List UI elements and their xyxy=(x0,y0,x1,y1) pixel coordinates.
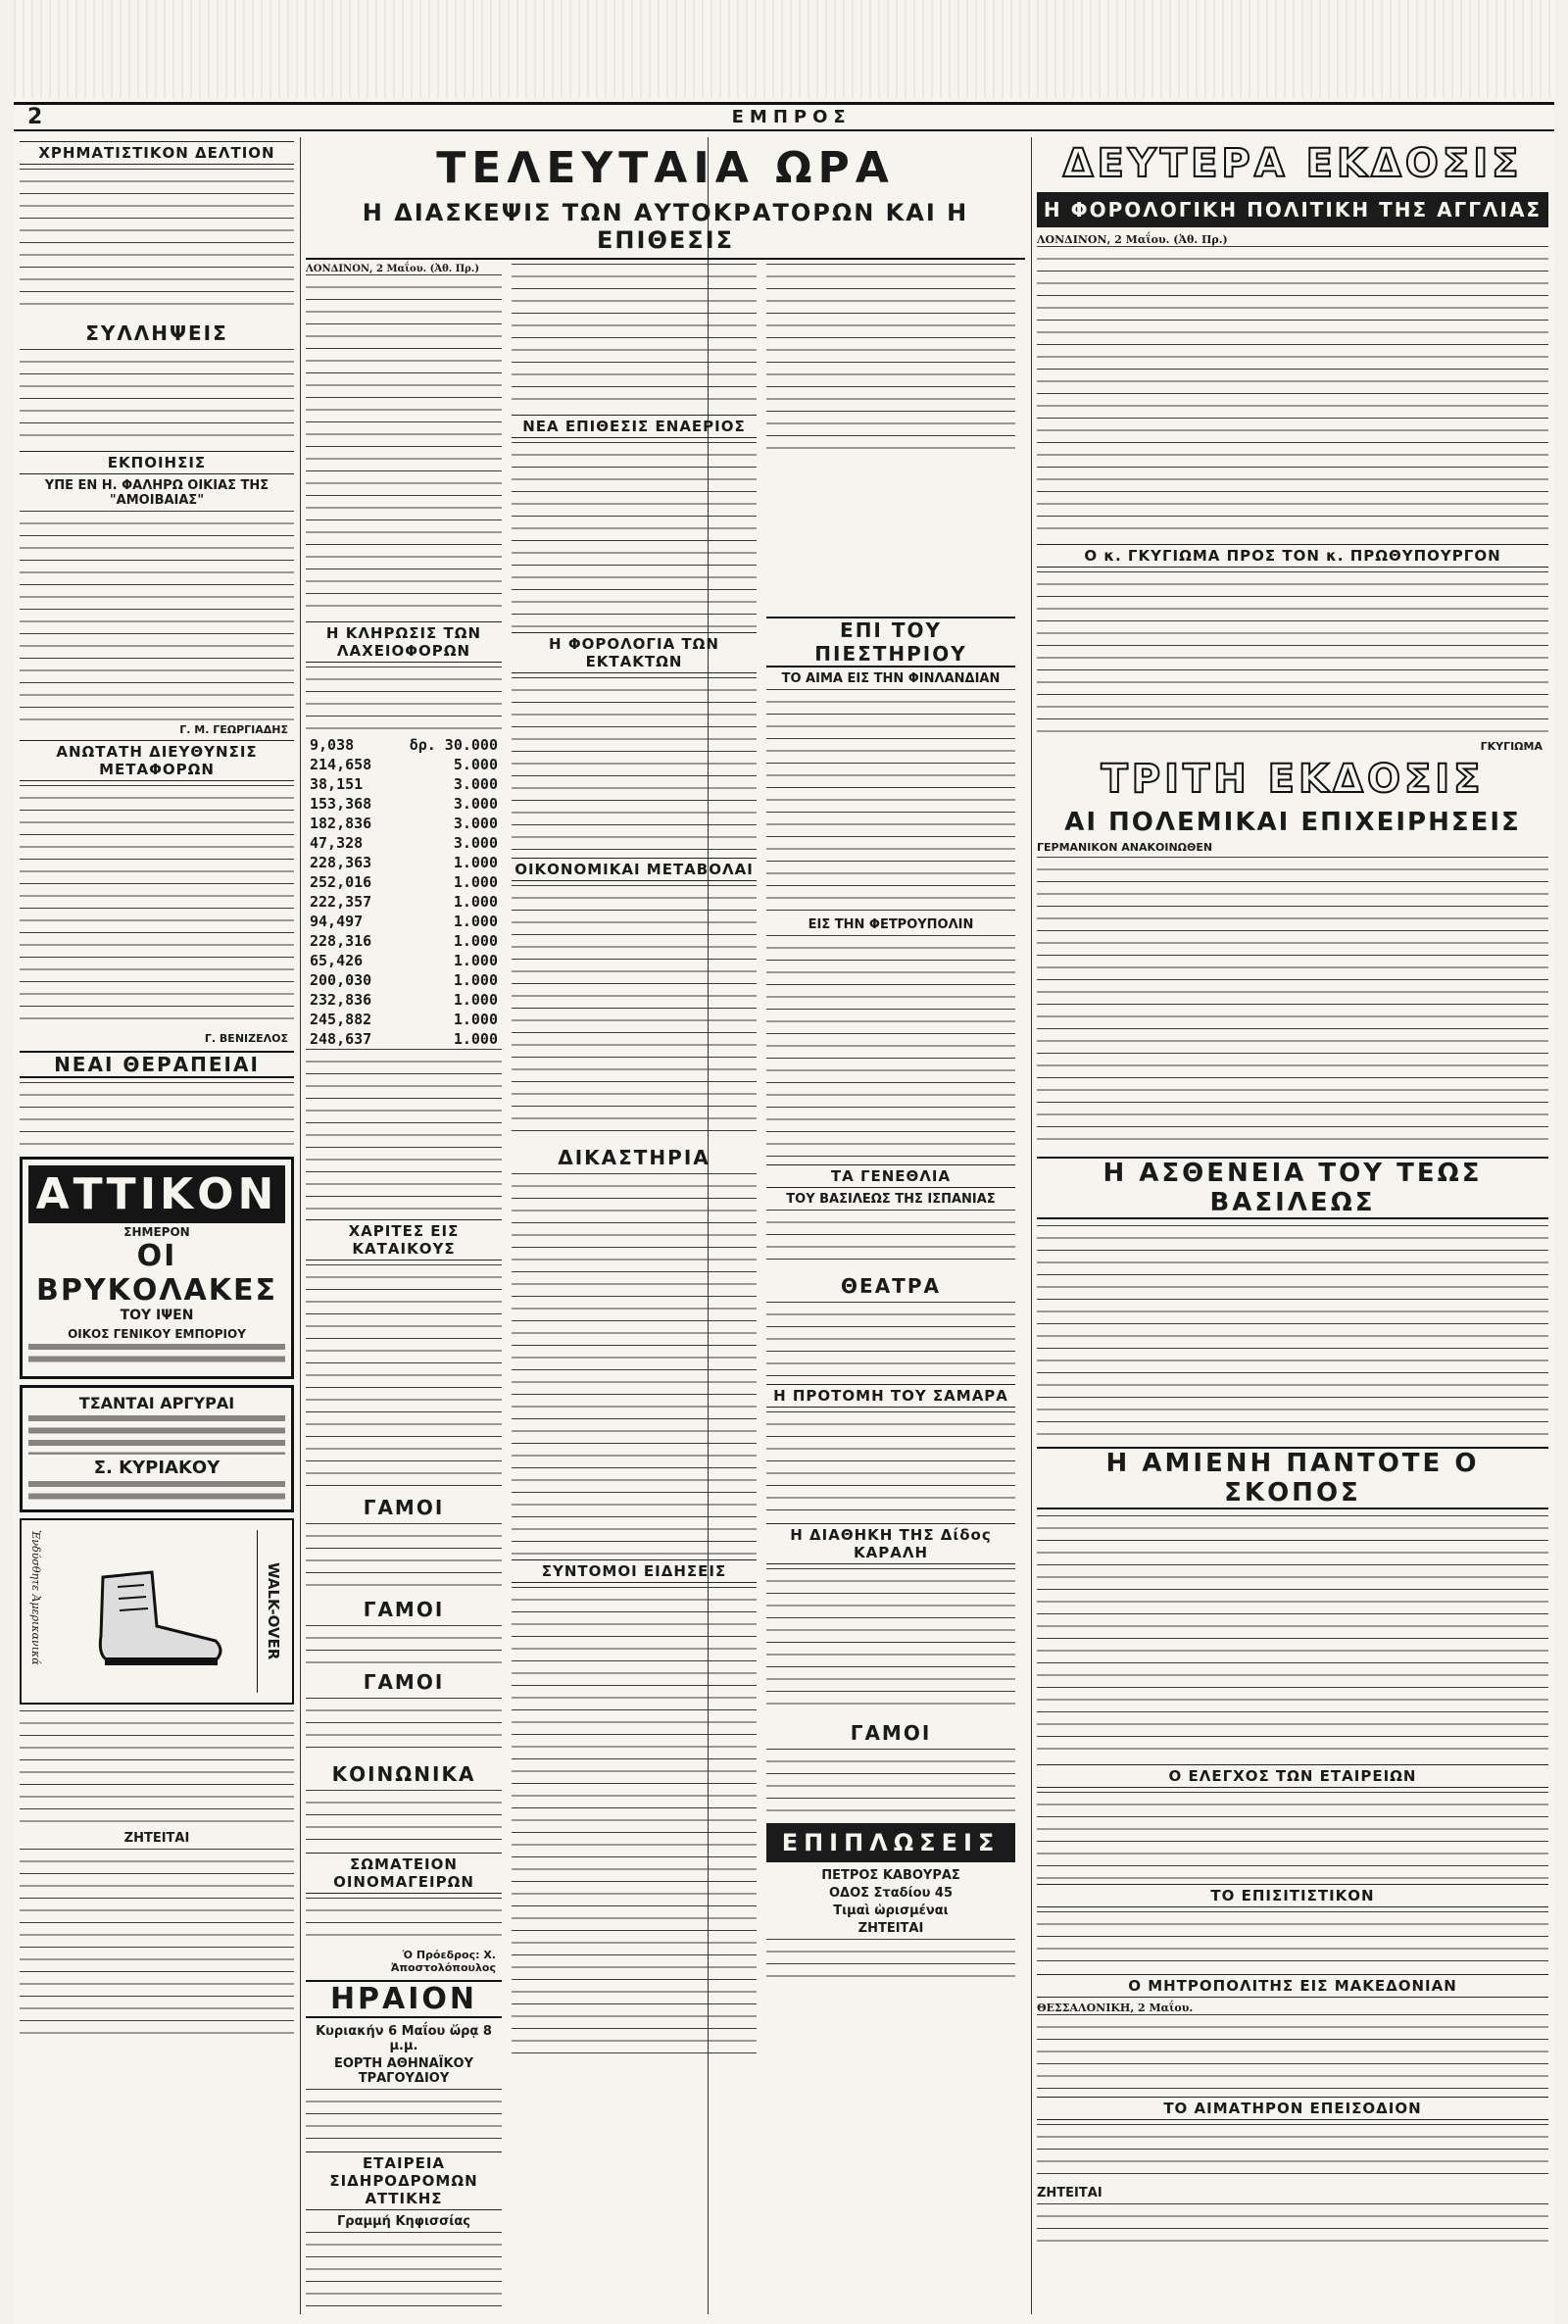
prisoner-title: Ο ΕΛΕΓΧΟΣ ΤΩΝ ΕΤΑΙΡΕΙΩΝ xyxy=(1037,1764,1548,1788)
lottery-number: 9,038 xyxy=(310,736,355,754)
lottery-number: 38,151 xyxy=(310,775,364,793)
ad-filler xyxy=(28,1415,285,1455)
supply-text xyxy=(1037,1911,1548,1970)
page-number: 2 xyxy=(27,105,43,129)
piraeus-text xyxy=(766,689,1015,915)
silver-title: ΤΣΑΝΤΑΙ ΑΡΓΥΡΑΙ xyxy=(78,1394,235,1412)
birthday-sub: ΤΟΥ ΒΑΣΙΛΕΩΣ ΤΗΣ ΙΣΠΑΝΙΑΣ xyxy=(786,1192,996,1207)
lottery-row xyxy=(306,951,502,970)
econ-title: ΟΙΚΟΝΟΜΙΚΑΙ ΜΕΤΑΒΟΛΑΙ xyxy=(512,858,757,881)
lottery-prize: 1.000 xyxy=(453,1030,498,1048)
lottery-number: 200,030 xyxy=(310,971,372,989)
lottery-number: 228,363 xyxy=(310,854,372,871)
social-text xyxy=(306,1790,502,1849)
rally-signature: Γ. Μ. ΓΕΩΡΓΙΑΔΗΣ xyxy=(179,723,288,736)
cinema-name: ΑΤΤΙΚΟΝ xyxy=(28,1165,285,1223)
col4-dateline: ΛΟΝΔΙΝΟΝ, 2 Μαΐου. (Ἀθ. Πρ.) xyxy=(1037,233,1228,246)
bottom-ads-text xyxy=(20,1849,294,2045)
lottery-prize: 1.000 xyxy=(453,1011,498,1028)
lottery-row xyxy=(306,814,502,833)
weddings-text xyxy=(306,1523,502,1592)
lottery-row xyxy=(306,931,502,951)
new-attacks-title: ΝΕΑ ΕΠΙΘΕΣΙΣ ΕΝΑΕΡΙΟΣ xyxy=(512,415,757,438)
lottery-row xyxy=(306,990,502,1010)
wanted-right-text xyxy=(1037,2203,1548,2243)
lottery-prize: 1.000 xyxy=(453,991,498,1009)
piraeus-sub: ΤΟ ΑΙΜΑ ΕΙΣ ΤΗΝ ΦΙΝΛΑΝΔΙΑΝ xyxy=(781,671,1001,686)
supply-title: ΤΟ ΕΠΙΣΙΤΙΣΤΙΚΟΝ xyxy=(1037,1884,1548,1907)
transport-text xyxy=(20,785,294,1030)
weddings-text-3 xyxy=(306,1698,502,1756)
third-edition-title: ΤΡΙΤΗ ΕΚΔΟΣΙΣ xyxy=(1101,757,1485,802)
shoe-brand: WALK-OVER xyxy=(257,1530,282,1693)
lottery-row xyxy=(306,970,502,990)
prisoner-text xyxy=(1037,1792,1548,1880)
lottery-prize: 3.000 xyxy=(453,815,498,832)
column-rule xyxy=(1031,137,1032,2314)
tax-policy-text xyxy=(1037,246,1548,540)
center-columns xyxy=(306,264,1025,2314)
dateline: ΛΟΝΔΙΝΟΝ, 2 Μαΐου. (Ἀθ. Πρ.) xyxy=(306,264,480,274)
tax-title: Η ΦΟΡΟΛΟΓΙΑ ΤΩΝ ΕΚΤΑΚΤΩΝ xyxy=(512,632,757,673)
lottery-row xyxy=(306,1010,502,1029)
lottery-title: Η ΚΛΗΡΩΣΙΣ ΤΩΝ ΛΑΧΕΙΟΦΟΡΩΝ xyxy=(306,621,502,663)
cinema2-title: Σ. ΚΥΡΙΑΚΟΥ xyxy=(93,1458,220,1478)
rally-subtitle: ΥΠΕ ΕΝ Η. ΦΑΛΗΡΩ ΟΙΚΙΑΣ ΤΗΣ "ΑΜΟΙΒΑΙΑΣ" xyxy=(44,478,270,508)
shoe-icon xyxy=(83,1538,230,1685)
paper-name: ΕΜΠΡΟΣ xyxy=(731,107,852,127)
lottery-prize: 3.000 xyxy=(453,834,498,852)
sub-column-c xyxy=(766,264,1015,2314)
lottery-row xyxy=(306,833,502,853)
newspaper-page xyxy=(14,0,1554,2324)
lottery-number: 245,882 xyxy=(310,1011,372,1028)
wanted-text xyxy=(766,1939,1015,1978)
main-subtitle: Η ΔΙΑΣΚΕΨΙΣ ΤΩΝ ΑΥΤΟΚΡΑΤΟΡΩΝ ΚΑΙ Η ΕΠΙΘΕΣΙΣ xyxy=(306,199,1025,260)
bottom-ad-title: ΖΗΤΕΙΤΑΙ xyxy=(123,1831,190,1846)
second-edition-title: ΔΕΥΤΕΡΑ ΕΚΔΟΣΙΣ xyxy=(1062,141,1523,186)
king-title: Η ΑΣΘΕΝΕΙΑ ΤΟΥ ΤΕΩΣ ΒΑΣΙΛΕΩΣ xyxy=(1037,1157,1548,1219)
guillaume-title: Ο κ. ΓΚΥΓΙΩΜΑ ΠΡΟΣ ΤΟΝ κ. ΠΡΩΘΥΠΟΥΡΓΟΝ xyxy=(1037,544,1548,568)
ad-filler xyxy=(28,1344,285,1367)
king-text xyxy=(1037,1225,1548,1441)
lottery-prize: 1.000 xyxy=(453,971,498,989)
lottery-prize: 1.000 xyxy=(453,913,498,930)
macedonia-dateline: ΘΕΣΣΑΛΟΝΙΚΗ, 2 Μαΐου. xyxy=(1037,2002,1194,2014)
sub-column-a xyxy=(306,264,502,2314)
birthday-title: ΤΑ ΓΕΝΕΘΛΙΑ xyxy=(766,1164,1015,1188)
short-news-title: ΣΥΝΤΟΜΟΙ ΕΙΔΗΣΕΙΣ xyxy=(512,1559,757,1583)
blood-text xyxy=(1037,2124,1548,2183)
new-therapy-text xyxy=(20,1082,294,1151)
lottery-number: 47,328 xyxy=(310,834,364,852)
notice-sub: ΠΕΤΡΟΣ ΚΑΒΟΥΡΑΣ xyxy=(821,1868,960,1883)
notice-price: Τιμαὶ ὡρισμέναι xyxy=(833,1904,949,1918)
lottery-row xyxy=(306,872,502,892)
wanted-right: ΖΗΤΕΙΤΑΙ xyxy=(1037,2186,1102,2200)
piraeus-sub-2: ΕΙΣ ΤΗΝ ΦΕΤΡΟΥΠΟΛΙΝ xyxy=(808,917,974,932)
new-therapy-title: ΝΕΑΙ ΘΕΡΑΠΕΙΑΙ xyxy=(20,1051,294,1078)
wanted-center: ΖΗΤΕΙΤΑΙ xyxy=(858,1921,924,1936)
theater-title: ΗΡΑΙΟΝ xyxy=(306,1980,502,2018)
lottery-number: 222,357 xyxy=(310,893,372,911)
war-text xyxy=(1037,857,1548,1151)
shoe-note: Ἐνδύσθητε Ἀμερικανικά xyxy=(29,1530,42,1665)
lottery-number: 248,637 xyxy=(310,1030,372,1048)
cinema-sub: ΣΗΜΕΡΟΝ xyxy=(123,1225,190,1239)
railway-title: ΕΤΑΙΡΕΙΑ ΣΙΔΗΡΟΔΡΟΜΩΝ ΑΤΤΙΚΗΣ xyxy=(306,2151,502,2210)
lottery-number: 214,658 xyxy=(310,756,372,773)
shoe-ad xyxy=(20,1518,294,1705)
war-title: ΑΙ ΠΟΛΕΜΙΚΑΙ ΕΠΙΧΕΙΡΗΣΕΙΣ xyxy=(1064,808,1521,837)
main-title: ΤΕΛΕΥΤΑΙΑ ΩΡΑ xyxy=(436,143,895,193)
column-center xyxy=(306,137,1025,2314)
weddings-text-2 xyxy=(306,1625,502,1664)
guillaume-signature: ΓΚΥΓΙΩΜΑ xyxy=(1480,740,1543,753)
lottery-row xyxy=(306,912,502,931)
weddings-title-3: ΓΑΜΟΙ xyxy=(363,1670,445,1694)
lottery-number: 228,316 xyxy=(310,932,372,950)
blood-title: ΤΟ ΑΙΜΑΤΗΡΟΝ ΕΠΕΙΣΟΔΙΟΝ xyxy=(1037,2097,1548,2120)
lottery-number: 182,836 xyxy=(310,815,372,832)
conference-text-2 xyxy=(512,264,757,411)
wine-signature: Ὁ Πρόεδρος: Χ. Ἀποστολόπουλος xyxy=(390,1949,496,1974)
karali-text xyxy=(766,1568,1015,1715)
theater2-title: ΘΕΑΤΡΑ xyxy=(841,1274,941,1298)
shop-name: ΟΙΚΟΣ ΓΕΝΙΚΟΥ ΕΜΠΟΡΙΟΥ xyxy=(68,1327,246,1341)
film-title: ΟΙ ΒΡΥΚΟΛΑΚΕΣ xyxy=(36,1239,277,1308)
aim-text xyxy=(1037,1515,1548,1760)
lottery-number: 232,836 xyxy=(310,991,372,1009)
macedonia-text xyxy=(1037,2014,1548,2093)
transport-signature: Γ. ΒΕΝΙΖΕΛΟΣ xyxy=(204,1032,288,1045)
piraeus-title: ΕΠΙ ΤΟΥ ΠΙΕΣΤΗΡΙΟΥ xyxy=(766,617,1015,668)
charities-text xyxy=(306,1264,502,1490)
column-right xyxy=(1037,137,1548,2314)
war-sub: ΓΕΡΜΑΝΙΚΟΝ ΑΝΑΚΟΙΝΩΘΕΝ xyxy=(1037,841,1213,854)
theater-line: Κυριακήν 6 Μαΐου ὥρᾳ 8 μ.μ. xyxy=(316,2024,492,2053)
silver-ad xyxy=(20,1385,294,1512)
theater2-text xyxy=(766,1302,1015,1380)
arrests-title: ΣΥΛΛΗΨΕΙΣ xyxy=(85,321,228,345)
market-text xyxy=(20,169,294,316)
lottery-row xyxy=(306,735,502,755)
lottery-prize: 1.000 xyxy=(453,854,498,871)
railway-sub: Γραμμή Κηφισσίας xyxy=(337,2214,470,2229)
theater-text xyxy=(306,2089,502,2148)
lottery-row xyxy=(306,794,502,814)
court-title: ΔΙΚΑΣΤΗΡΙΑ xyxy=(558,1146,710,1169)
weddings-title: ΓΑΜΟΙ xyxy=(363,1496,445,1519)
lottery-row xyxy=(306,755,502,774)
lottery-row xyxy=(306,774,502,794)
column-left xyxy=(20,137,294,2314)
tax-text xyxy=(512,677,757,854)
macedonia-title: Ο ΜΗΤΡΟΠΟΛΙΤΗΣ ΕΙΣ ΜΑΚΕΔΟΝΙΑΝ xyxy=(1037,1974,1548,1998)
new-attacks-text xyxy=(512,442,757,628)
rally-title: ΕΚΠΟΙΗΣΙΣ xyxy=(20,451,294,474)
railway-text xyxy=(306,2232,502,2314)
karali-title: Η ΔΙΑΘΗΚΗ ΤΗΣ Δίδος ΚΑΡΑΛΗ xyxy=(766,1523,1015,1564)
lottery-text xyxy=(306,1049,502,1215)
film-sub: ΤΟΥ ΙΨΕΝ xyxy=(120,1308,194,1323)
weddings-title-2: ΓΑΜΟΙ xyxy=(363,1598,445,1621)
lottery-prize: 1.000 xyxy=(453,873,498,891)
ad-filler xyxy=(28,1481,285,1501)
lottery-prize: 1.000 xyxy=(453,893,498,911)
lottery-prize: 1.000 xyxy=(453,932,498,950)
lottery-intro xyxy=(306,667,502,735)
wine-title: ΣΩΜΑΤΕΙΟΝ ΟΙΝΟΜΑΓΕΙΡΩΝ xyxy=(306,1853,502,1894)
birthday-text xyxy=(766,1210,1015,1268)
theater-event: ΕΟΡΤΗ ΑΘΗΝΑΪΚΟΥ ΤΡΑΓΟΥΔΙΟΥ xyxy=(333,2056,474,2086)
aim-title: Η ΑΜΙΕΝΗ ΠΑΝΤΟΤΕ Ο ΣΚΟΠΟΣ xyxy=(1037,1447,1548,1509)
charities-title: ΧΑΡΙΤΕΣ ΕΙΣ ΚΑΤΑΙΚΟΥΣ xyxy=(306,1219,502,1261)
court-text xyxy=(512,1173,757,1556)
ads-text xyxy=(20,1710,294,1828)
lottery-prize: 3.000 xyxy=(453,775,498,793)
germany-text xyxy=(766,264,1015,460)
lottery-row xyxy=(306,892,502,912)
notice-title: ΕΠΙΠΛΩΣΕΙΣ xyxy=(766,1823,1015,1862)
econ-text xyxy=(512,885,757,1140)
weddings-title-4: ΓΑΜΟΙ xyxy=(850,1721,932,1745)
lottery-row xyxy=(306,1029,502,1049)
bust-title: Η ΠΡΟΤΟΜΗ ΤΟΥ ΣΑΜΑΡΑ xyxy=(766,1384,1015,1408)
guillaume-text xyxy=(1037,571,1548,738)
lottery-row xyxy=(306,853,502,872)
scan-smudge xyxy=(14,0,1554,98)
lottery-prize: 1.000 xyxy=(453,952,498,969)
bust-text xyxy=(766,1411,1015,1519)
conference-text xyxy=(306,274,502,618)
weddings-text-4 xyxy=(766,1749,1015,1817)
lottery-table xyxy=(306,735,502,1049)
lottery-prize: δρ. 30.000 xyxy=(409,736,498,754)
lottery-prize: 5.000 xyxy=(453,756,498,773)
transport-title: ΑΝΩΤΑΤΗ ΔΙΕΥΘΥΝΣΙΣ ΜΕΤΑΦΟΡΩΝ xyxy=(20,740,294,781)
second-edition-sub: Η ΦΟΡΟΛΟΓΙΚΗ ΠΟΛΙΤΙΚΗ ΤΗΣ ΑΓΓΛΙΑΣ xyxy=(1037,192,1548,227)
lottery-prize: 3.000 xyxy=(453,795,498,813)
lottery-number: 252,016 xyxy=(310,873,372,891)
petrograd-text xyxy=(766,935,1015,1161)
masthead xyxy=(14,102,1554,131)
column-rule xyxy=(300,137,301,2314)
short-news-text xyxy=(512,1587,757,2057)
lottery-number: 94,497 xyxy=(310,913,364,930)
lottery-number: 153,368 xyxy=(310,795,372,813)
sub-column-b xyxy=(512,264,757,2314)
arrests-text xyxy=(20,349,294,447)
social-title: ΚΟΙΝΩΝΙΚΑ xyxy=(331,1762,476,1786)
lottery-number: 65,426 xyxy=(310,952,364,969)
rally-text xyxy=(20,511,294,721)
wine-text xyxy=(306,1898,502,1947)
market-title: ΧΡΗΜΑΤΙΣΤΙΚΟΝ ΔΕΛΤΙΟΝ xyxy=(20,141,294,165)
cinema-ad xyxy=(20,1157,294,1379)
notice-addr: ΟΔΟΣ Σταδίου 45 xyxy=(828,1886,953,1901)
